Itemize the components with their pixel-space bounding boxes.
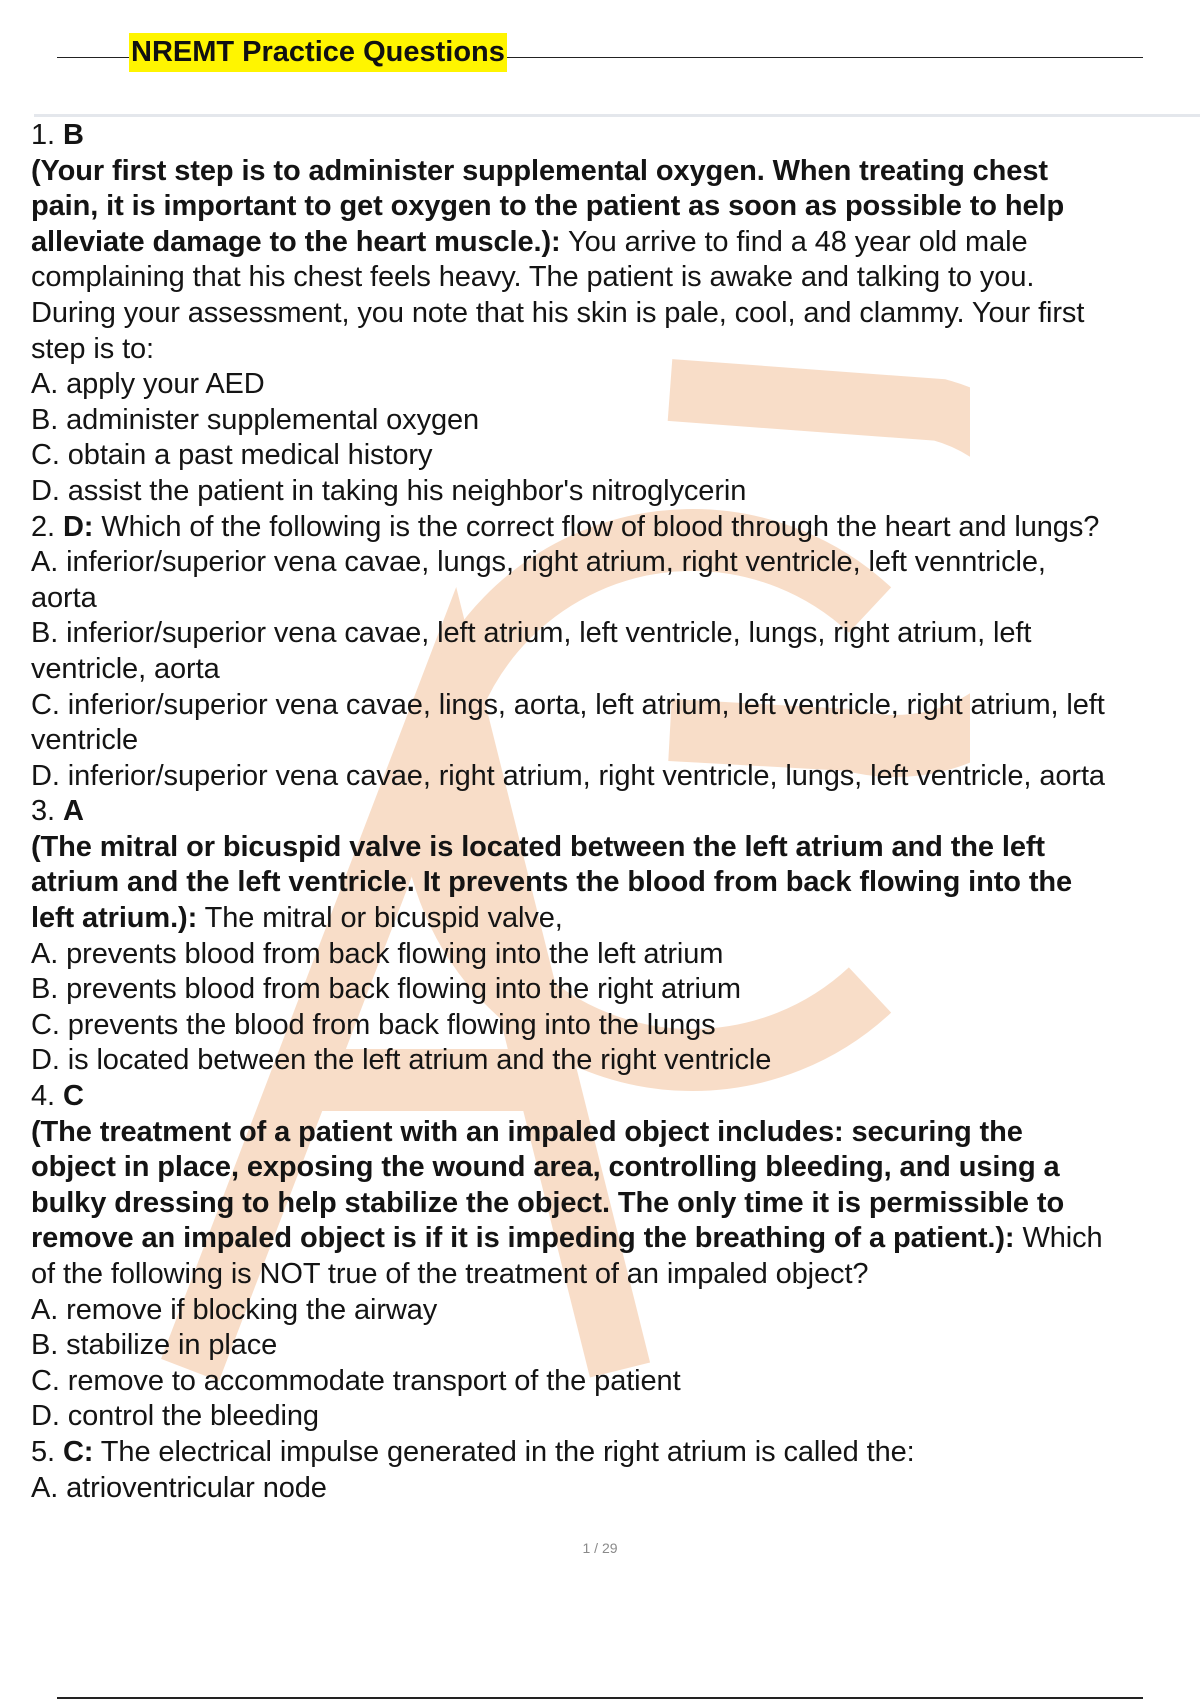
q4-option-a: A. remove if blocking the airway <box>31 1293 438 1326</box>
q3-option-b: B. prevents blood from back flowing into the right atrium <box>31 973 741 1006</box>
q5-answer: C: <box>62 1435 94 1468</box>
q1-stem: complaining that his chest feels heavy. The patient is awake and talking to you. <box>31 261 1035 294</box>
q3-option-d: D. is located between the left atrium and the right ventricle <box>31 1044 772 1077</box>
q4-rationale: object in place, exposing the wound area, controlling bleeding, and using a <box>31 1151 1060 1184</box>
q2-option-c: C. inferior/superior vena cavae, lings, aorta, left atrium, left ventricle, right atrium, left <box>31 688 1105 721</box>
q3-stem: left atrium.): The mitral or bicuspid valve, <box>31 902 563 935</box>
page-number: 1 / 29 <box>582 1540 618 1556</box>
q4-option-c: C. remove to accommodate transport of the patient <box>31 1364 681 1397</box>
q4-option-d: D. control the bleeding <box>31 1400 319 1433</box>
q3-rationale: (The mitral or bicuspid valve is located between the left atrium and the left <box>31 830 1045 863</box>
q4-stem: remove an impaled object is if it is impeding the breathing of a patient.): Which <box>31 1222 1103 1255</box>
q1-rationale: (Your first step is to administer supplemental oxygen. When treating chest <box>31 154 1048 187</box>
q4-stem: of the following is NOT true of the treatment of an impaled object? <box>31 1258 869 1290</box>
q2-option-b: B. inferior/superior vena cavae, left atrium, left ventricle, lungs, right atrium, left <box>31 617 1032 650</box>
q2-option-d: D. inferior/superior vena cavae, right atrium, right ventricle, lungs, left ventricle, aorta <box>31 759 1105 792</box>
q4-rationale: bulky dressing to help stabilize the object. The only time it is permissible to <box>31 1186 1065 1219</box>
q3-header: 3. A <box>31 795 84 828</box>
header-separator <box>34 114 1200 117</box>
page-title: NREMT Practice Questions <box>129 33 507 72</box>
q1-header: 1. B <box>31 119 84 151</box>
q1-option-a: A. apply your AED <box>31 368 265 401</box>
q1-option-b: B. administer supplemental oxygen <box>31 403 480 436</box>
q4-header: 4. C <box>31 1080 84 1113</box>
q1-option-c: C. obtain a past medical history <box>31 439 433 472</box>
q2-header: 2. D: Which of the following is the correct flow of blood through the heart and lungs? <box>31 510 1100 543</box>
q5-header: 5. C: The electrical impulse generated in the right atrium is called the: <box>31 1435 915 1468</box>
q5-option-a: A. atrioventricular node <box>31 1471 327 1504</box>
q1-stem: alleviate damage to the heart muscle.): You arrive to find a 48 year old male <box>31 225 1028 258</box>
q1-stem: step is to: <box>31 332 155 365</box>
q1-rationale: pain, it is important to get oxygen to the patient as soon as possible to help <box>31 190 1065 223</box>
q2-option-a: A. inferior/superior vena cavae, lungs, right atrium, right ventricle, left venntricle, <box>31 546 1046 579</box>
q2-option-a-cont: aorta <box>31 581 97 614</box>
q3-answer: A <box>62 795 84 828</box>
q3-option-c: C. prevents the blood from back flowing into the lungs <box>31 1008 716 1041</box>
q2-answer: D: <box>62 510 94 543</box>
q1-stem: During your assessment, you note that his skin is pale, cool, and clammy. Your first <box>31 296 1085 329</box>
q2-option-c-cont: ventricle <box>31 724 139 757</box>
q3-rationale: atrium and the left ventricle. It prevents the blood from back flowing into the <box>31 866 1073 899</box>
footer-rule <box>57 1697 1143 1699</box>
document-body <box>31 118 1200 1506</box>
title-bar <box>57 33 1143 73</box>
q1-option-d: D. assist the patient in taking his neighbor's nitroglycerin <box>31 474 747 507</box>
q2-option-b-cont: ventricle, aorta <box>31 652 220 685</box>
q4-option-b: B. stabilize in place <box>31 1329 278 1362</box>
q3-option-a: A. prevents blood from back flowing into the left atrium <box>31 937 724 970</box>
q1-answer: B <box>62 119 84 151</box>
q4-answer: C <box>62 1080 84 1113</box>
q4-rationale: (The treatment of a patient with an impaled object includes: securing the <box>31 1115 1023 1148</box>
